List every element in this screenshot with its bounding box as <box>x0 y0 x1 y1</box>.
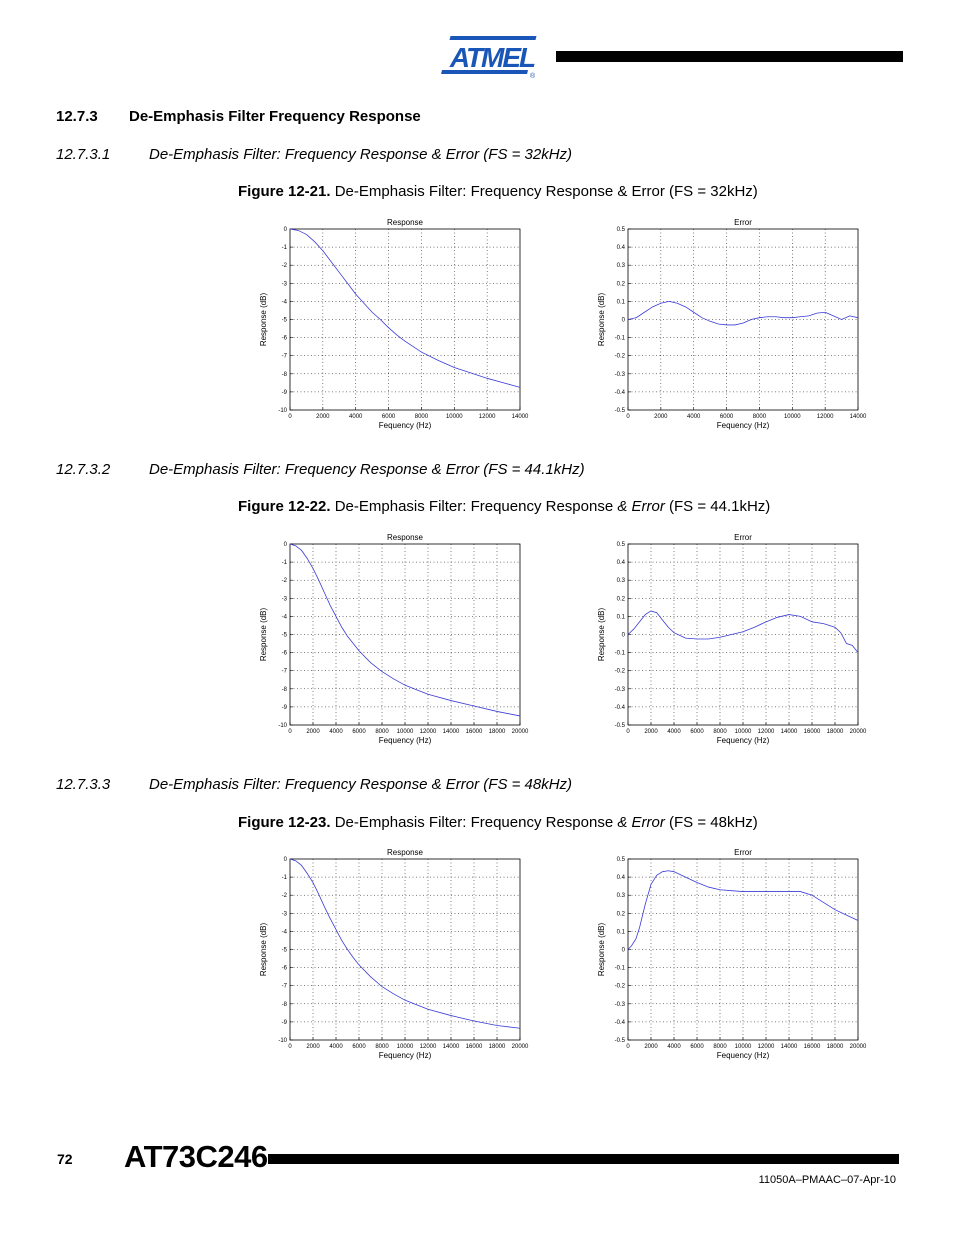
y-tick-label: -6 <box>281 965 287 972</box>
y-tick-label: -1 <box>281 245 287 252</box>
x-tick-label: 12000 <box>757 729 775 735</box>
y-tick-label: -1 <box>281 875 287 882</box>
x-tick-label: 2000 <box>306 1044 320 1050</box>
x-tick-label: 18000 <box>826 1044 844 1050</box>
y-tick-label: -8 <box>281 1001 287 1008</box>
x-tick-label: 4000 <box>329 729 343 735</box>
x-tick-label: 6000 <box>352 729 366 735</box>
x-tick-label: 4000 <box>687 414 701 420</box>
x-tick-label: 18000 <box>826 729 844 735</box>
y-tick-label: -0.4 <box>614 389 625 396</box>
y-tick-label: -10 <box>278 408 287 414</box>
y-tick-label: 0 <box>283 542 287 548</box>
y-tick-label: 0.5 <box>616 857 625 863</box>
y-tick-label: -3 <box>281 281 287 288</box>
y-tick-label: -6 <box>281 335 287 342</box>
figure-caption-text-end: (FS = 44.1kHz) <box>664 498 771 515</box>
x-tick-label: 2000 <box>654 414 668 420</box>
x-tick-label: 14000 <box>511 414 529 420</box>
subsection-title: De-Emphasis Filter: Frequency Response & Error (FS = 44.1kHz) <box>149 461 585 478</box>
x-tick-label: 6000 <box>352 1044 366 1050</box>
y-tick-label: -0.5 <box>614 408 625 414</box>
plot-frame <box>628 544 858 725</box>
y-tick-label: 0.4 <box>616 560 625 567</box>
x-tick-label: 20000 <box>511 729 529 735</box>
y-tick-label: 0.3 <box>616 578 625 585</box>
y-tick-label: 0.2 <box>616 596 625 603</box>
y-tick-label: -7 <box>281 353 287 360</box>
x-tick-label: 10000 <box>734 729 752 735</box>
y-tick-label: -0.2 <box>614 353 625 360</box>
y-tick-label: -10 <box>278 723 287 729</box>
x-tick-label: 6000 <box>381 414 396 420</box>
figure-label: Figure 12-21. <box>238 183 331 200</box>
section-heading <box>56 108 421 125</box>
y-tick-label: 0.2 <box>616 911 625 918</box>
plot-frame <box>290 229 520 410</box>
y-tick-label: -0.4 <box>614 1019 625 1026</box>
plot-frame <box>628 859 858 1040</box>
y-tick-label: -4 <box>281 614 287 621</box>
x-axis-label: Fequency (Hz) <box>378 736 432 745</box>
chart-fig23-error <box>588 842 878 1067</box>
y-tick-label: -0.1 <box>614 650 625 657</box>
series-line <box>628 871 858 950</box>
chart-title: Response <box>386 533 424 542</box>
document-reference: 11050A–PMAAC–07-Apr-10 <box>758 1174 896 1186</box>
figure-caption-1 <box>238 183 758 200</box>
subsection-title: De-Emphasis Filter: Frequency Response & Error (FS = 48kHz) <box>149 776 573 793</box>
y-tick-label: -6 <box>281 650 287 657</box>
figure-caption-emphasis: & Error <box>617 814 665 831</box>
y-tick-label: -0.3 <box>614 686 625 693</box>
x-axis-label: Fequency (Hz) <box>716 736 770 745</box>
x-tick-label: 2000 <box>644 1044 658 1050</box>
y-tick-label: -3 <box>281 911 287 918</box>
document-title: AT73C246 <box>124 1139 268 1174</box>
page-number: 72 <box>57 1151 73 1167</box>
logo-registered-mark: ® <box>530 73 536 80</box>
series-line <box>628 301 858 325</box>
logo-text: ATMEL <box>449 42 535 73</box>
section-title: De-Emphasis Filter Frequency Response <box>129 108 421 125</box>
y-tick-label: 0.5 <box>616 227 625 233</box>
x-axis-label: Fequency (Hz) <box>378 421 432 430</box>
x-tick-label: 0 <box>626 414 630 420</box>
x-tick-label: 16000 <box>803 1044 821 1050</box>
x-tick-label: 14000 <box>442 1044 460 1050</box>
y-tick-label: -8 <box>281 686 287 693</box>
y-tick-label: -7 <box>281 983 287 990</box>
y-axis-label: Response (dB) <box>597 292 606 347</box>
x-tick-label: 12000 <box>419 1044 437 1050</box>
y-tick-label: 0.1 <box>616 929 625 936</box>
subsection-number: 12.7.3.3 <box>56 776 111 793</box>
x-tick-label: 14000 <box>849 414 867 420</box>
x-tick-label: 16000 <box>803 729 821 735</box>
subsection-heading-3 <box>56 776 572 793</box>
y-tick-label: 0.3 <box>616 263 625 270</box>
x-axis-label: Fequency (Hz) <box>378 1051 432 1060</box>
x-tick-label: 10000 <box>783 414 801 420</box>
x-tick-label: 0 <box>288 729 292 735</box>
x-tick-label: 16000 <box>465 729 483 735</box>
y-axis-label: Response (dB) <box>597 607 606 662</box>
chart-title: Response <box>386 848 424 857</box>
figure-label: Figure 12-22. <box>238 498 331 515</box>
y-tick-label: -4 <box>281 299 287 306</box>
y-tick-label: -4 <box>281 929 287 936</box>
figure-caption-text-end: (FS = 48kHz) <box>664 814 758 831</box>
y-tick-label: 0.3 <box>616 893 625 900</box>
atmel-logo <box>440 30 538 80</box>
y-tick-label: -0.4 <box>614 704 625 711</box>
y-tick-label: -5 <box>281 632 287 639</box>
x-tick-label: 2000 <box>316 414 330 420</box>
x-tick-label: 20000 <box>849 1044 867 1050</box>
y-tick-label: -0.3 <box>614 1001 625 1008</box>
footer-rule <box>268 1154 899 1164</box>
y-tick-label: -10 <box>278 1038 287 1044</box>
figure-caption-2 <box>238 498 770 515</box>
y-tick-label: 0.4 <box>616 875 625 882</box>
chart-title: Response <box>386 218 424 227</box>
plot-frame <box>290 859 520 1040</box>
x-tick-label: 14000 <box>780 729 798 735</box>
x-tick-label: 0 <box>626 1044 630 1050</box>
x-tick-label: 2000 <box>306 729 320 735</box>
y-tick-label: 0 <box>621 632 625 639</box>
y-tick-label: -7 <box>281 668 287 675</box>
x-tick-label: 20000 <box>849 729 867 735</box>
x-tick-label: 20000 <box>511 1044 529 1050</box>
chart-title: Error <box>734 218 752 227</box>
y-tick-label: 0.2 <box>616 281 625 288</box>
x-tick-label: 2000 <box>644 729 658 735</box>
x-tick-label: 10000 <box>396 1044 414 1050</box>
y-tick-label: -0.1 <box>614 335 625 342</box>
figure-caption-text: De-Emphasis Filter: Frequency Response <box>334 814 618 831</box>
chart-title: Error <box>734 848 752 857</box>
x-tick-label: 8000 <box>375 1044 389 1050</box>
x-tick-label: 12000 <box>419 729 437 735</box>
y-tick-label: -9 <box>281 389 287 396</box>
figure-caption-text: De-Emphasis Filter: Frequency Response <box>334 498 618 515</box>
subsection-number: 12.7.3.2 <box>56 461 111 478</box>
x-tick-label: 8000 <box>713 1044 727 1050</box>
subsection-heading-2 <box>56 461 585 478</box>
series-line <box>290 544 520 716</box>
y-tick-label: -2 <box>281 893 287 900</box>
y-tick-label: -0.5 <box>614 723 625 729</box>
y-axis-label: Response (dB) <box>259 922 268 977</box>
x-axis-label: Fequency (Hz) <box>716 421 770 430</box>
y-tick-label: -5 <box>281 947 287 954</box>
x-tick-label: 6000 <box>690 729 704 735</box>
figure-caption-text: De-Emphasis Filter: Frequency Response & Error (FS = 32kHz) <box>334 183 758 200</box>
y-tick-label: -1 <box>281 560 287 567</box>
x-axis-label: Fequency (Hz) <box>716 1051 770 1060</box>
x-tick-label: 8000 <box>414 414 429 420</box>
y-axis-label: Response (dB) <box>597 922 606 977</box>
y-tick-label: -9 <box>281 704 287 711</box>
chart-title: Error <box>734 533 752 542</box>
x-tick-label: 18000 <box>488 729 506 735</box>
y-tick-label: 0.5 <box>616 542 625 548</box>
y-tick-label: 0 <box>621 317 625 324</box>
x-tick-label: 10000 <box>396 729 414 735</box>
chart-fig21-response <box>250 212 540 437</box>
y-tick-label: 0.1 <box>616 614 625 621</box>
y-tick-label: -2 <box>281 263 287 270</box>
figure-caption-emphasis: & Error <box>617 498 665 515</box>
subsection-heading-1 <box>56 146 572 163</box>
chart-fig22-error <box>588 527 878 752</box>
y-tick-label: -0.1 <box>614 965 625 972</box>
x-tick-label: 0 <box>288 1044 292 1050</box>
chart-fig22-response <box>250 527 540 752</box>
y-tick-label: -3 <box>281 596 287 603</box>
x-tick-label: 10000 <box>445 414 463 420</box>
x-tick-label: 12000 <box>816 414 834 420</box>
x-tick-label: 4000 <box>349 414 363 420</box>
y-tick-label: 0.1 <box>616 299 625 306</box>
x-tick-label: 4000 <box>667 1044 681 1050</box>
figure-caption-3 <box>238 814 758 831</box>
subsection-title: De-Emphasis Filter: Frequency Response & Error (FS = 32kHz) <box>149 146 573 163</box>
y-tick-label: -5 <box>281 317 287 324</box>
x-tick-label: 16000 <box>465 1044 483 1050</box>
y-tick-label: -0.5 <box>614 1038 625 1044</box>
x-tick-label: 14000 <box>442 729 460 735</box>
x-tick-label: 6000 <box>719 414 734 420</box>
x-tick-label: 18000 <box>488 1044 506 1050</box>
y-tick-label: -0.3 <box>614 371 625 378</box>
y-tick-label: -8 <box>281 371 287 378</box>
figure-label: Figure 12-23. <box>238 814 331 831</box>
subsection-number: 12.7.3.1 <box>56 146 111 163</box>
x-tick-label: 8000 <box>752 414 767 420</box>
plot-frame <box>628 229 858 410</box>
x-tick-label: 0 <box>288 414 292 420</box>
x-tick-label: 0 <box>626 729 630 735</box>
y-tick-label: 0 <box>621 947 625 954</box>
y-tick-label: 0.4 <box>616 245 625 252</box>
plot-frame <box>290 544 520 725</box>
y-tick-label: 0 <box>283 857 287 863</box>
y-tick-label: -0.2 <box>614 668 625 675</box>
x-tick-label: 10000 <box>734 1044 752 1050</box>
y-tick-label: -9 <box>281 1019 287 1026</box>
x-tick-label: 14000 <box>780 1044 798 1050</box>
y-axis-label: Response (dB) <box>259 292 268 347</box>
x-tick-label: 12000 <box>757 1044 775 1050</box>
header-rule <box>556 51 903 62</box>
x-tick-label: 4000 <box>667 729 681 735</box>
chart-fig23-response <box>250 842 540 1067</box>
y-tick-label: -2 <box>281 578 287 585</box>
x-tick-label: 8000 <box>375 729 389 735</box>
x-tick-label: 12000 <box>478 414 496 420</box>
x-tick-label: 8000 <box>713 729 727 735</box>
x-tick-label: 6000 <box>690 1044 704 1050</box>
section-number: 12.7.3 <box>56 108 98 125</box>
y-tick-label: -0.2 <box>614 983 625 990</box>
x-tick-label: 4000 <box>329 1044 343 1050</box>
chart-fig21-error <box>588 212 878 437</box>
y-axis-label: Response (dB) <box>259 607 268 662</box>
y-tick-label: 0 <box>283 227 287 233</box>
series-line <box>290 229 520 387</box>
